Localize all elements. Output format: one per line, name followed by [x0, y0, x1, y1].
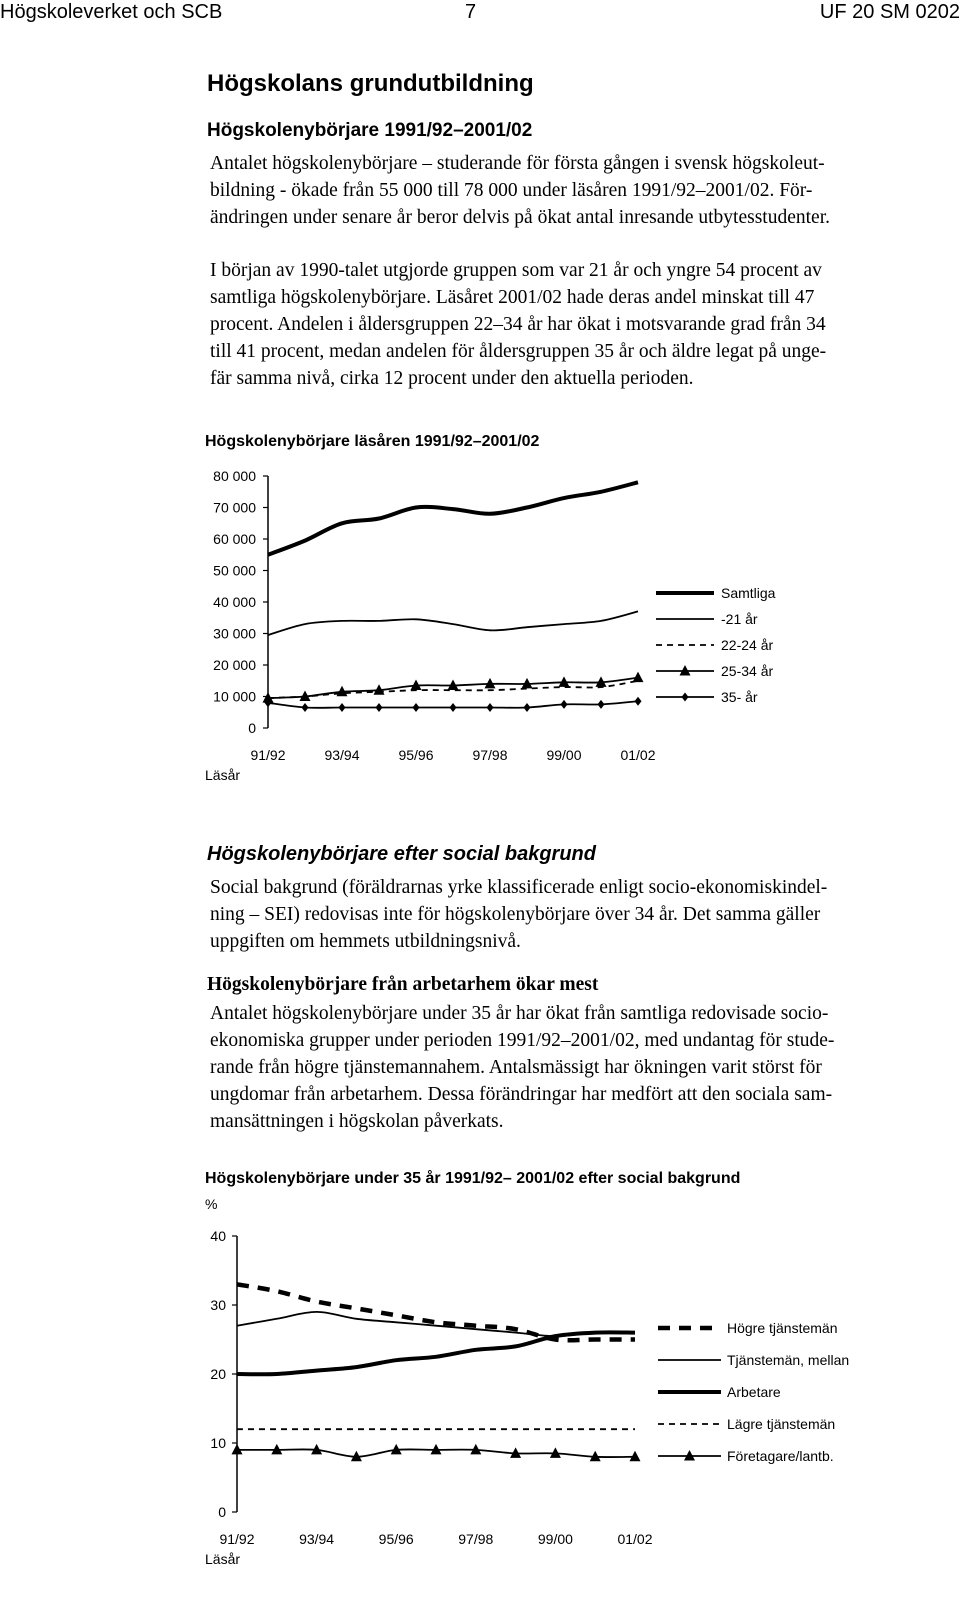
chart2 — [0, 1190, 960, 1603]
y-tick-label: 70 000 — [213, 499, 256, 516]
legend-label: Företagare/lantb. — [727, 1448, 834, 1464]
y-tick-label: 0 — [218, 1504, 226, 1520]
x-tick-label: 99/00 — [537, 1531, 573, 1547]
legend-marker — [682, 693, 689, 702]
header-left: Högskoleverket och SCB — [0, 1, 223, 23]
data-point-marker — [450, 703, 457, 712]
header-right: UF 20 SM 0202 — [819, 1, 960, 23]
data-point-marker — [524, 703, 531, 712]
text-line: mansättningen i högskolan påverkats. — [210, 1111, 504, 1132]
section-title: Högskolans grundutbildning — [207, 70, 534, 97]
x-tick-label: 91/92 — [219, 1531, 255, 1547]
section1-para1 — [210, 150, 945, 231]
chart1 — [0, 460, 960, 800]
legend-label: -21 år — [721, 611, 758, 627]
text-line: Antalet högskolenybörjare under 35 år har ökat från samtliga redovisade socio- — [210, 1003, 829, 1024]
section2-para2 — [210, 1000, 945, 1135]
text-line: ändringen under senare år beror delvis på ökat antal inresande utbytesstudenter. — [210, 207, 830, 228]
y-tick-label: 30 000 — [213, 625, 256, 642]
y-axis-title: % — [205, 1196, 218, 1212]
section1-para2 — [210, 257, 945, 392]
data-point-marker — [633, 672, 644, 683]
legend-label: 35- år — [721, 689, 758, 705]
data-point-marker — [487, 703, 494, 712]
y-tick-label: 40 — [210, 1228, 226, 1244]
y-tick-label: 60 000 — [213, 531, 256, 547]
x-tick-label: 95/96 — [378, 1531, 414, 1547]
y-tick-label: 20 — [210, 1366, 226, 1382]
x-tick-label: 01/02 — [617, 1531, 653, 1547]
y-tick-label: 40 000 — [213, 594, 256, 610]
page-number: 7 — [465, 1, 477, 23]
section2-para1 — [210, 874, 945, 955]
data-point-marker — [302, 703, 309, 712]
x-tick-label: 97/98 — [458, 1531, 494, 1547]
legend-label: 25-34 år — [721, 663, 774, 679]
data-point-marker — [339, 703, 346, 712]
text-line: ungdomar från arbetarhem. Dessa förändringar har medfört att den sociala sam- — [210, 1084, 833, 1105]
text-line: till 41 procent, medan andelen för åldersgruppen 35 år och äldre legat på unge- — [210, 341, 827, 362]
text-line: I början av 1990-talet utgjorde gruppen som var 21 år och yngre 54 procent av — [210, 260, 822, 281]
text-line: Social bakgrund (föräldrarnas yrke klassificerade enligt socio-ekonomiskindel- — [210, 877, 828, 898]
series-line-1 — [268, 611, 638, 635]
x-tick-label: 01/02 — [620, 747, 656, 763]
x-tick-label: 97/98 — [472, 747, 508, 763]
legend-label: 22-24 år — [721, 637, 774, 653]
y-tick-label: 80 000 — [213, 468, 256, 484]
legend-label: Samtliga — [721, 585, 776, 601]
x-axis-title: Läsår — [205, 1551, 241, 1567]
text-line: rande från högre tjänstemannahem. Antalsmässigt har ökningen varit störst för — [210, 1057, 822, 1078]
section2-subheading: Högskolenybörjare från arbetarhem ökar mest — [207, 974, 599, 995]
text-line: ekonomiska grupper under perioden 1991/92–2001/02, med undantag för stude- — [210, 1030, 835, 1051]
text-line: Antalet högskolenybörjare – studerande för första gången i svensk högskoleut- — [210, 153, 825, 174]
legend-label: Arbetare — [727, 1384, 781, 1400]
y-tick-label: 20 000 — [213, 657, 256, 673]
data-point-marker — [598, 700, 605, 709]
y-tick-label: 50 000 — [213, 562, 256, 579]
text-line: procent. Andelen i åldersgruppen 22–34 år har ökat i motsvarande grad från 34 — [210, 314, 826, 335]
data-point-marker — [561, 700, 568, 709]
data-point-marker — [635, 697, 642, 706]
y-tick-label: 0 — [248, 720, 256, 736]
data-point-marker — [376, 703, 383, 712]
section1-heading: Högskolenybörjare 1991/92–2001/02 — [207, 120, 533, 141]
legend-label: Lägre tjänstemän — [727, 1416, 836, 1432]
x-tick-label: 99/00 — [546, 747, 582, 763]
chart2-title: Högskolenybörjare under 35 år 1991/92– 2001/02 efter social bakgrund — [205, 1170, 741, 1187]
y-tick-label: 10 000 — [213, 688, 256, 705]
x-axis-title: Läsår — [205, 767, 241, 783]
x-tick-label: 95/96 — [398, 747, 434, 763]
x-tick-label: 91/92 — [250, 747, 286, 763]
text-line: uppgiften om hemmets utbildningsnivå. — [210, 931, 521, 952]
x-tick-label: 93/94 — [324, 747, 360, 763]
chart1-title: Högskolenybörjare läsåren 1991/92–2001/02 — [205, 433, 540, 450]
x-tick-label: 93/94 — [299, 1531, 335, 1547]
section2-heading: Högskolenybörjare efter social bakgrund — [207, 843, 596, 865]
y-tick-label: 30 — [210, 1297, 226, 1313]
data-point-marker — [413, 703, 420, 712]
series-line-0 — [268, 482, 638, 554]
legend-label: Tjänstemän, mellan — [727, 1352, 850, 1368]
text-line: bildning - ökade från 55 000 till 78 000 under läsåren 1991/92–2001/02. För- — [210, 180, 813, 201]
y-tick-label: 10 — [210, 1435, 226, 1451]
legend-label: Högre tjänstemän — [727, 1320, 838, 1336]
text-line: samtliga högskolenybörjare. Läsåret 2001/02 hade deras andel minskat till 47 — [210, 287, 815, 308]
text-line: fär samma nivå, cirka 12 procent under den aktuella perioden. — [210, 368, 694, 389]
text-line: ning – SEI) redovisas inte för högskolenybörjare över 34 år. Det samma gäller — [210, 904, 821, 925]
